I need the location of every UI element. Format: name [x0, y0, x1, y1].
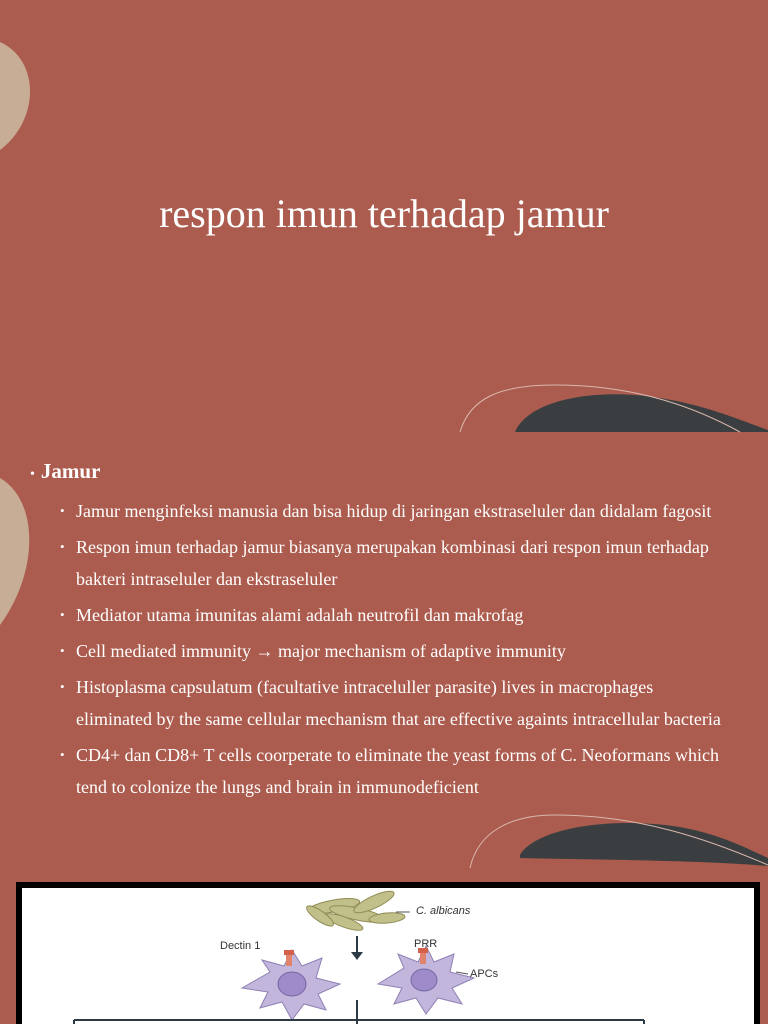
dark-shape-bottom [520, 823, 768, 866]
list-item-text: Cell mediated immunity → major mechanism of adaptive immunity [76, 641, 566, 661]
bullet-icon: • [60, 607, 65, 622]
list-item [30, 531, 750, 595]
organism-label: C. albicans [416, 905, 471, 917]
list-item-text: Jamur menginfeksi manusia dan bisa hidup di jaringan ekstraseluler dan didalam fagosit [76, 501, 712, 521]
heading-text: Jamur [40, 459, 101, 483]
bullet-list [30, 495, 750, 803]
apcs-label: APCs [470, 968, 499, 980]
list-item [30, 739, 750, 803]
slide-title: respon imun terhadap jamur [159, 191, 609, 236]
prr-label: PRR [414, 938, 438, 950]
bullet-icon: • [30, 467, 35, 482]
list-item-text: Mediator utama imunitas alami adalah neutrofil dan makrofag [76, 605, 524, 625]
beige-shape-top [0, 42, 30, 150]
bullet-heading [30, 455, 750, 491]
list-item [30, 671, 750, 735]
branch-lines [74, 1000, 644, 1024]
diagram-svg [22, 888, 754, 1024]
figure-canvas [22, 888, 754, 1024]
bullet-icon: • [60, 643, 65, 658]
list-item-text: CD4+ dan CD8+ T cells coorperate to eliminate the yeast forms of C. Neoformans which tend to colonize the lungs and brain in immunodeficient [76, 745, 719, 797]
beige-shape-middle [0, 478, 29, 625]
slide-content [30, 455, 750, 807]
bullet-icon: • [60, 503, 65, 518]
bullet-icon: • [60, 747, 65, 762]
list-item [30, 495, 750, 527]
list-item-text: Histoplasma capsulatum (facultative intraceluller parasite) lives in macrophages eliminated by the same cellular mechanism that are effective againts intracellular bacteria [76, 677, 721, 729]
dectin-label: Dectin 1 [220, 940, 261, 952]
arrow-down-icon [351, 936, 363, 960]
list-item-text: Respon imun terhadap jamur biasanya merupakan kombinasi dari respon imun terhadap bakteri intraseluler dan ekstraseluler [76, 537, 709, 589]
fungus-cluster-icon [304, 888, 405, 934]
immune-diagram-figure [16, 882, 760, 1024]
list-item [30, 635, 750, 667]
list-item [30, 599, 750, 631]
bullet-icon: • [60, 539, 65, 554]
bullet-icon: • [60, 679, 65, 694]
